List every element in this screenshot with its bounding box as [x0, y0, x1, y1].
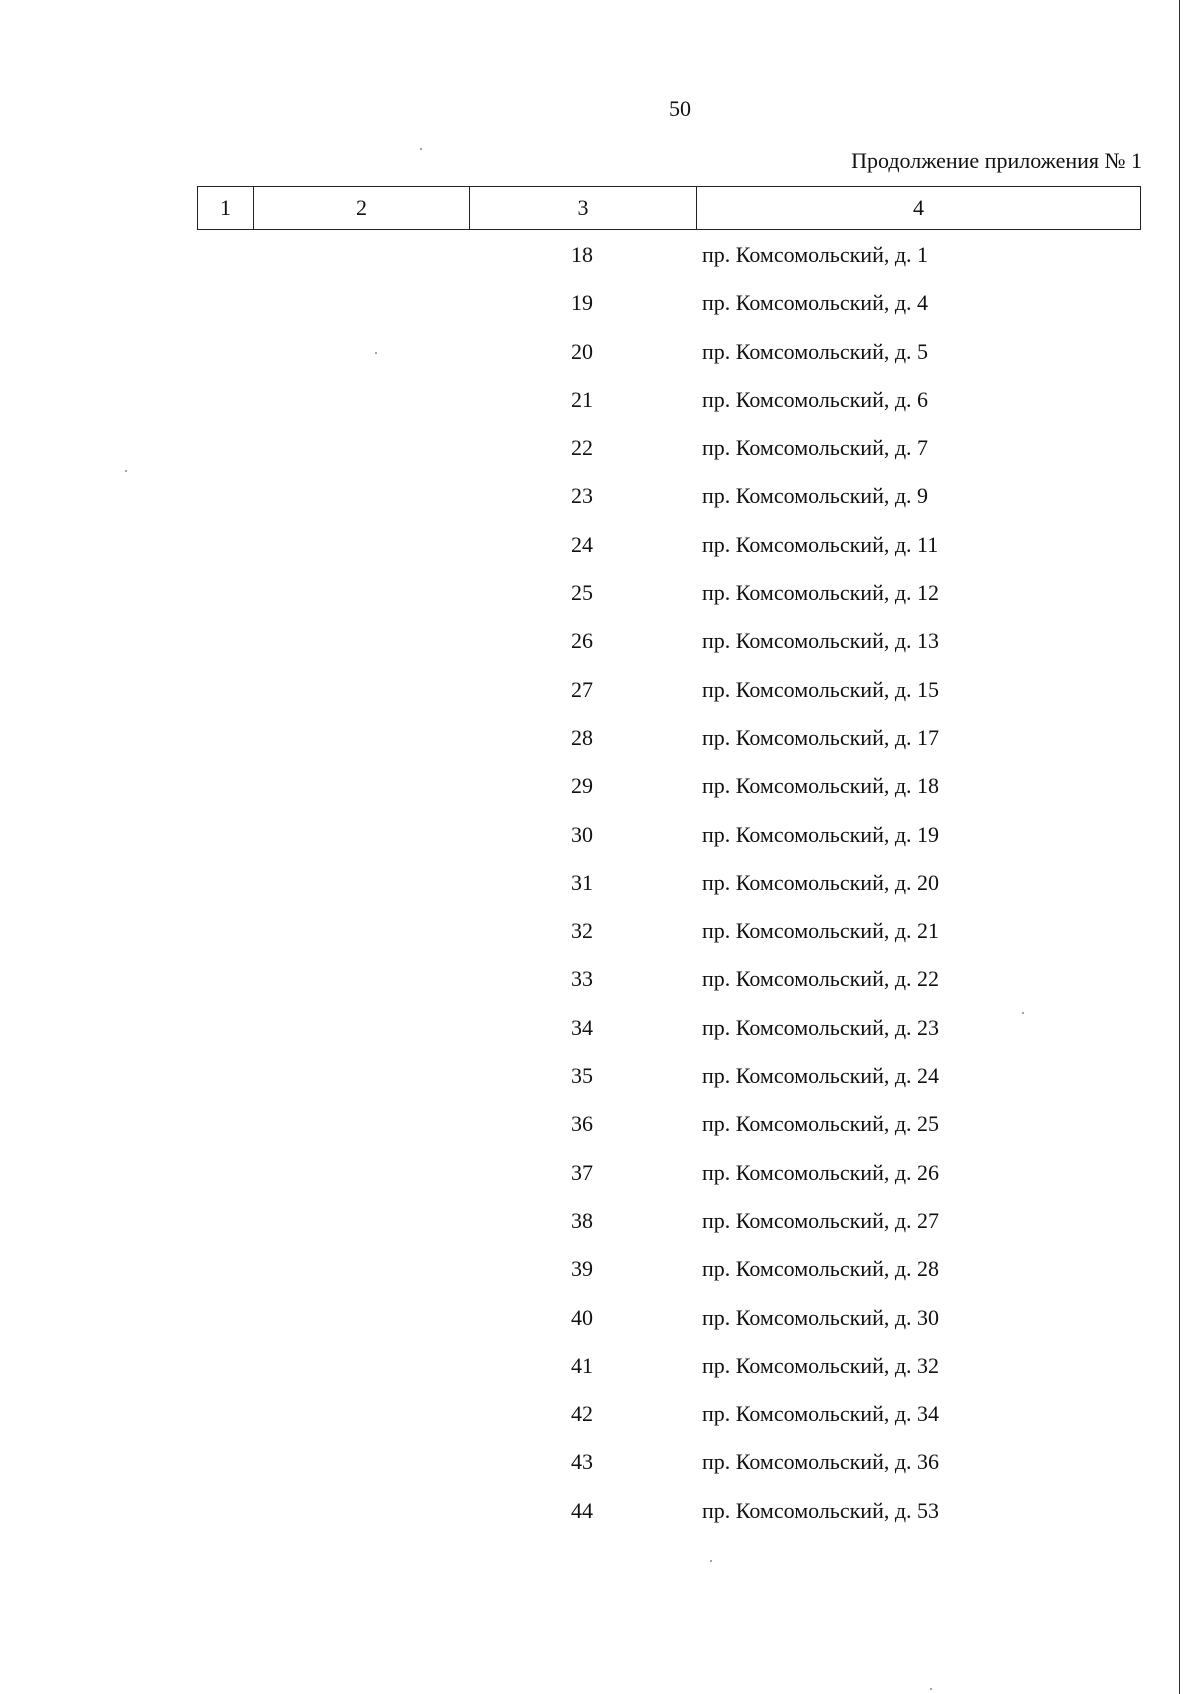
header-col-1: 1: [198, 187, 254, 229]
table-row: [0, 1105, 1200, 1153]
row-address: пр. Комсомольский, д. 12: [702, 580, 940, 606]
row-number: 18: [571, 242, 593, 267]
row-address: пр. Комсомольский, д. 23: [702, 1014, 940, 1040]
row-address: пр. Комсомольский, д. 20: [702, 869, 940, 895]
row-number: 24: [571, 531, 593, 557]
row-address: пр. Комсомольский, д. 27: [702, 1207, 940, 1233]
row-number: 26: [571, 628, 593, 654]
row-address: пр. Комсомольский, д. 30: [702, 1304, 940, 1330]
table-row: [0, 864, 1200, 912]
row-address: пр. Комсомольский, д. 32: [702, 1352, 940, 1378]
scan-speck: [930, 1688, 932, 1690]
row-number: 27: [571, 676, 593, 702]
table-row: [0, 622, 1200, 670]
row-number: 32: [571, 918, 593, 944]
row-address: пр. Комсомольский, д. 7: [702, 435, 929, 461]
row-number: 43: [571, 1449, 593, 1475]
header-col-3: 3: [470, 187, 697, 229]
row-address: пр. Комсомольский, д. 6: [702, 386, 929, 412]
table-row: [0, 477, 1200, 525]
scan-speck: [710, 1560, 712, 1562]
row-number: 22: [571, 435, 593, 461]
table-row: [0, 960, 1200, 1008]
row-address: пр. Комсомольский, д. 9: [702, 483, 929, 509]
row-number: 36: [571, 1111, 593, 1137]
table-row: [0, 526, 1200, 574]
table-row: [0, 429, 1200, 477]
table-row: [0, 1443, 1200, 1491]
row-number: 37: [571, 1159, 593, 1185]
row-number: 40: [571, 1304, 593, 1330]
table-row: [0, 1395, 1200, 1443]
header-col-4: 4: [913, 195, 924, 220]
table-body: [0, 236, 1200, 1540]
table-row: [0, 381, 1200, 429]
continuation-note: Продолжение приложения № 1: [851, 148, 1142, 173]
table-row: [0, 284, 1200, 332]
row-address: пр. Комсомольский, д. 4: [702, 290, 929, 316]
row-address: пр. Комсомольский, д. 11: [702, 531, 939, 557]
table-row: [0, 574, 1200, 622]
row-number: 38: [571, 1207, 593, 1233]
row-address: пр. Комсомольский, д. 17: [702, 724, 940, 750]
row-address: пр. Комсомольский, д. 25: [702, 1111, 940, 1137]
table-row: [0, 816, 1200, 864]
row-number: 39: [571, 1256, 593, 1282]
scan-speck: [420, 148, 422, 150]
table-row: [0, 671, 1200, 719]
row-address: пр. Комсомольский, д. 18: [702, 773, 940, 799]
table-row: [0, 1154, 1200, 1202]
row-address: пр. Комсомольский, д. 28: [702, 1256, 940, 1282]
table-header: [197, 186, 1141, 230]
table-row: [0, 1009, 1200, 1057]
row-number: 35: [571, 1063, 593, 1089]
row-address: пр. Комсомольский, д. 34: [702, 1401, 940, 1427]
row-number: 31: [571, 869, 593, 895]
row-number: 34: [571, 1014, 593, 1040]
row-number: 41: [571, 1352, 593, 1378]
table-row: [0, 767, 1200, 815]
scan-speck: [375, 352, 377, 354]
row-address: пр. Комсомольский, д. 21: [702, 918, 940, 944]
table-row: [0, 1250, 1200, 1298]
table-row: [0, 912, 1200, 960]
row-address: пр. Комсомольский, д. 24: [702, 1063, 940, 1089]
row-address: пр. Комсомольский, д. 1: [702, 242, 929, 267]
row-number: 42: [571, 1401, 593, 1427]
table-row: [0, 1057, 1200, 1105]
scan-speck: [1022, 1012, 1024, 1014]
table-row: [0, 719, 1200, 767]
row-address: пр. Комсомольский, д. 26: [702, 1159, 940, 1185]
table-row: [0, 333, 1200, 381]
row-number: 29: [571, 773, 593, 799]
table-row: [0, 236, 1200, 284]
row-address: пр. Комсомольский, д. 5: [702, 338, 929, 364]
row-address: пр. Комсомольский, д. 22: [702, 966, 940, 992]
row-number: 25: [571, 580, 593, 606]
header-col-2: 2: [254, 187, 470, 229]
row-number: 20: [571, 338, 593, 364]
row-number: 23: [571, 483, 593, 509]
page-number: 50: [669, 96, 691, 121]
row-address: пр. Комсомольский, д. 36: [702, 1449, 940, 1475]
row-number: 21: [571, 386, 593, 412]
table-row: [0, 1347, 1200, 1395]
row-number: 33: [571, 966, 593, 992]
row-address: пр. Комсомольский, д. 53: [702, 1497, 940, 1523]
scan-speck: [125, 470, 127, 472]
row-address: пр. Комсомольский, д. 13: [702, 628, 940, 654]
row-number: 30: [571, 821, 593, 847]
row-number: 28: [571, 724, 593, 750]
table-row: [0, 1299, 1200, 1347]
table-row: [0, 1492, 1200, 1540]
row-number: 19: [571, 290, 593, 316]
table-row: [0, 1202, 1200, 1250]
row-number: 44: [571, 1497, 593, 1523]
row-address: пр. Комсомольский, д. 19: [702, 821, 940, 847]
row-address: пр. Комсомольский, д. 15: [702, 676, 940, 702]
